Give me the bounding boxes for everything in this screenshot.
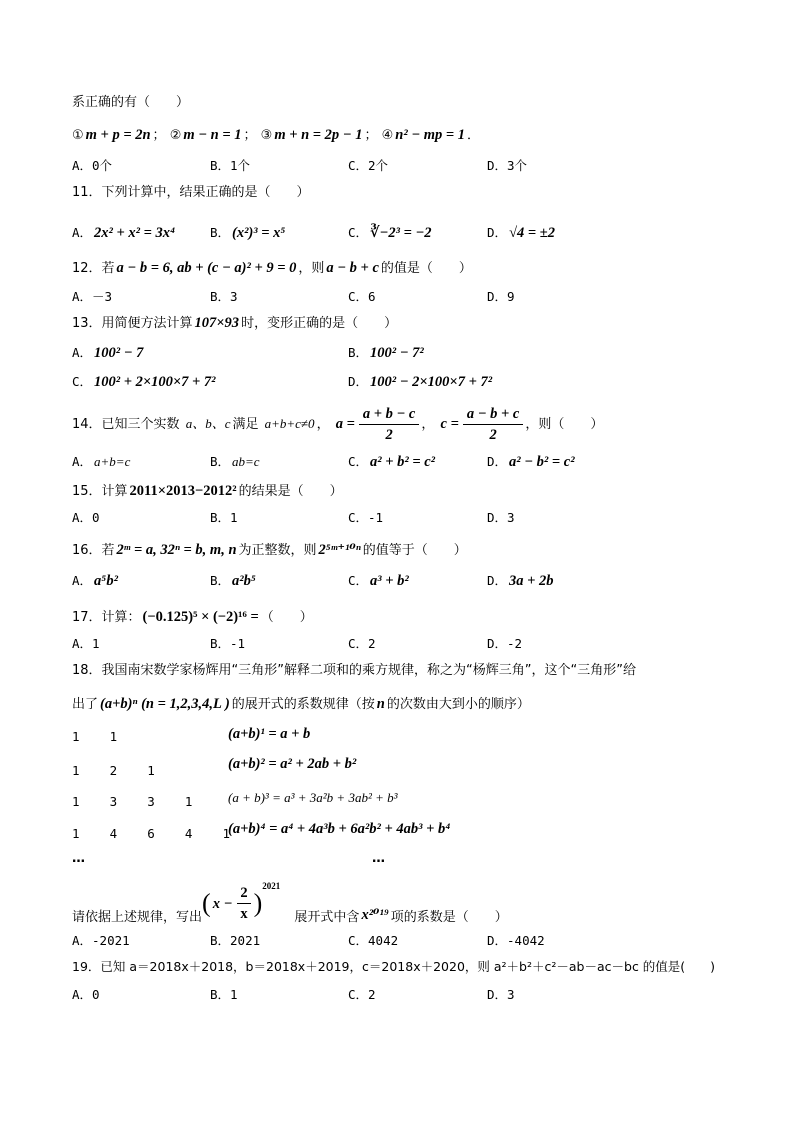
q19-option-b[interactable]: B．1 bbox=[210, 987, 238, 1002]
q14-fraction-a: $\frac{a + b - c}{2}$ bbox=[359, 404, 420, 445]
q12-option-c[interactable]: C．6 bbox=[348, 289, 376, 304]
q10-option-b[interactable]: B．1个 bbox=[210, 158, 251, 173]
expansion-row-3: (a + b)³ = a³ + 3a²b + 3ab² + b³ bbox=[228, 790, 398, 805]
q10-option-d[interactable]: D．3个 bbox=[487, 158, 528, 173]
q10-stem: 系正确的有（ ） bbox=[72, 95, 190, 110]
q12-stem: 12．若 a − b = 6, ab + (c − a)² + 9 = 0 ，则 a − b + c 的值是（ ） bbox=[72, 260, 472, 276]
q17-option-a[interactable]: A．1 bbox=[72, 636, 100, 651]
statement-2: ② m − n = 1 ； bbox=[169, 127, 257, 143]
q18-option-b[interactable]: B．2021 bbox=[210, 933, 261, 948]
q16-option-b[interactable]: B． a²b⁵ bbox=[210, 573, 256, 589]
q11-option-c[interactable]: C． ∛−2³ = −2 bbox=[348, 225, 432, 241]
q19-option-a[interactable]: A．0 bbox=[72, 987, 100, 1002]
q12-option-b[interactable]: B．3 bbox=[210, 289, 238, 304]
q11-option-d[interactable]: D． √4 = ±2 bbox=[487, 225, 555, 241]
q13-option-b[interactable]: B． 100² − 7² bbox=[348, 345, 424, 361]
q11-option-a[interactable]: A． 2x² + x² = 3x⁴ bbox=[72, 225, 176, 241]
q14-stem: 14．已知三个实数 a、b、c 满足 a+b+c≠0 ， a = $\frac{a + b - c}{2}$ ， c = $\frac{a - b + c}{2}$ ，则（ ） bbox=[72, 406, 604, 443]
q17-option-c[interactable]: C．2 bbox=[348, 636, 376, 651]
q18-question: 请依据上述规律，写出( x − $\frac{2}{x}$ )$^{2021}$ 展开式中含 x²⁰¹⁹ 项的系数是（ ） bbox=[72, 876, 508, 928]
triangle-row-1: 1 1 bbox=[72, 729, 118, 744]
q16-option-c[interactable]: C． a³ + b² bbox=[348, 573, 409, 589]
q14-option-d[interactable]: D． a² − b² = c² bbox=[487, 454, 575, 470]
q12-condition: a − b = 6, ab + (c − a)² + 9 = 0 bbox=[116, 260, 297, 276]
q15-option-d[interactable]: D．3 bbox=[487, 510, 515, 525]
q19-option-c[interactable]: C．2 bbox=[348, 987, 376, 1002]
q11-option-b[interactable]: B． (x²)³ = x⁵ bbox=[210, 225, 286, 241]
q10-option-a[interactable]: A．0个 bbox=[72, 158, 113, 173]
q13-option-a[interactable]: A． 100² − 7 bbox=[72, 345, 144, 361]
q10-statements bbox=[72, 126, 480, 145]
q14-option-b[interactable]: B． ab=c bbox=[210, 454, 260, 469]
q18-stem-line2: 出了 (a+b)ⁿ (n = 1,2,3,4,L ) 的展开式的系数规律（按 n 的次数由大到小的顺序） bbox=[72, 696, 530, 712]
q14-fraction-c: $\frac{a - b + c}{2}$ bbox=[463, 404, 524, 445]
q14-option-c[interactable]: C． a² + b² = c² bbox=[348, 454, 436, 470]
q15-option-b[interactable]: B．1 bbox=[210, 510, 238, 525]
q13-option-c[interactable]: C． 100² + 2×100×7 + 7² bbox=[72, 374, 216, 390]
binomial-expression: ( x − $\frac{2}{x}$ )$^{2021}$ bbox=[202, 881, 281, 922]
statement-3: ③ m + n = 2p − 1 ； bbox=[260, 127, 378, 143]
ellipsis-left: … bbox=[72, 851, 85, 866]
q12-target: a − b + c bbox=[326, 260, 379, 276]
q17-option-d[interactable]: D．-2 bbox=[487, 636, 523, 651]
q17-option-b[interactable]: B．-1 bbox=[210, 636, 246, 651]
triangle-row-4: 1 4 6 4 1 bbox=[72, 826, 231, 841]
q11-stem: 11．下列计算中，结果正确的是（ ） bbox=[72, 185, 310, 200]
q15-option-a[interactable]: A．0 bbox=[72, 510, 100, 525]
statement-4: ④ n² − mp = 1 ． bbox=[381, 127, 481, 143]
expansion-row-2: (a+b)² = a² + 2ab + b² bbox=[228, 756, 357, 772]
q14-option-a[interactable]: A． a+b=c bbox=[72, 454, 131, 469]
ellipsis-right: … bbox=[372, 851, 385, 866]
q12-option-a[interactable]: A．－3 bbox=[72, 289, 113, 304]
q15-option-c[interactable]: C．-1 bbox=[348, 510, 384, 525]
q18-option-d[interactable]: D．-4042 bbox=[487, 933, 545, 948]
triangle-row-2: 1 2 1 bbox=[72, 763, 155, 778]
q16-stem: 16．若 2ᵐ = a, 32ⁿ = b, m, n 为正整数，则 2⁵ᵐ⁺¹⁰ⁿ 的值等于（ ） bbox=[72, 542, 467, 558]
q17-stem: 17．计算： (−0.125)⁵ × (−2)¹⁶ = （ ） bbox=[72, 609, 313, 625]
q13-stem: 13．用简便方法计算 107×93 时，变形正确的是（ ） bbox=[72, 315, 398, 331]
expansion-row-1: (a+b)¹ = a + b bbox=[228, 726, 311, 742]
triangle-row-3: 1 3 3 1 bbox=[72, 794, 193, 809]
q18-stem-line1: 18．我国南宋数学家杨辉用“三角形”解释二项和的乘方规律，称之为“杨辉三角”，这个“三角形”给 bbox=[72, 663, 636, 678]
q13-option-d[interactable]: D． 100² − 2×100×7 + 7² bbox=[348, 374, 493, 390]
q15-stem: 15．计算 2011×2013−2012² 的结果是（ ） bbox=[72, 483, 343, 499]
statement-1: ① m + p = 2n ； bbox=[72, 127, 166, 143]
q18-option-c[interactable]: C．4042 bbox=[348, 933, 399, 948]
q16-option-d[interactable]: D． 3a + 2b bbox=[487, 573, 554, 589]
q19-stem: 19．已知 a＝2018x＋2018，b＝2018x＋2019，c＝2018x＋2020，则 a²＋b²＋c²－ab－ac－bc 的值是( ) bbox=[72, 959, 716, 974]
q16-option-a[interactable]: A． a⁵b² bbox=[72, 573, 118, 589]
q19-option-d[interactable]: D．3 bbox=[487, 987, 515, 1002]
q10-option-c[interactable]: C．2个 bbox=[348, 158, 389, 173]
q12-option-d[interactable]: D．9 bbox=[487, 289, 515, 304]
expansion-row-4: (a+b)⁴ = a⁴ + 4a³b + 6a²b² + 4ab³ + b⁴ bbox=[228, 821, 451, 837]
q18-option-a[interactable]: A．-2021 bbox=[72, 933, 130, 948]
